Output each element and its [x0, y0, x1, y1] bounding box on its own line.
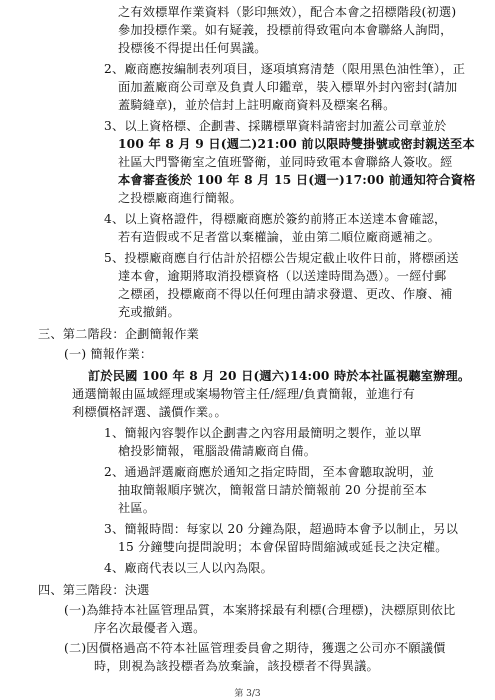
text-line: 充或撤銷。: [118, 305, 180, 319]
text-line: 槍投影簡報，電腦設備請廠商自備。: [118, 444, 317, 458]
text-line: 100 年 8 月 9 日(週二)21:00 前以限時雙掛號或密封親送至本: [118, 137, 475, 151]
text-line: 參加投標作業。如有疑義，投標前得致電向本會聯絡人詢問，: [118, 23, 453, 37]
text-line: 5、投標廠商應自行估計於招標公告規定截止收件日前，將標函送: [104, 251, 459, 265]
text-line: 序名次最優者入選。: [94, 621, 206, 635]
text-line: 訂於民國 100 年 8 月 20 日(週六)14:00 時於本社區視聽室辦理。: [88, 369, 471, 383]
text-line: 之投標廠商進行簡報。: [118, 191, 242, 205]
text-line: (一)為維持本社區管理品質，本案將採最有利標(合理標)，決標原則依比: [64, 603, 456, 617]
text-line: 通選簡報由區域經理或案場物管主任/經理/負責簡報，並進行有: [72, 387, 416, 401]
text-line: 面加蓋廠商公司章及負責人印鑑章，裝入標單外封內密封(請加: [118, 80, 458, 94]
text-line: 4、廠商代表以三人以內為限。: [104, 561, 273, 575]
text-line: 之標函，投標廠商不得以任何理由請求發還、更改、作廢、補: [118, 287, 453, 301]
text-line: 2、廠商應按編制表列項目，逐項填寫清楚（限用黑色油性筆），正: [104, 62, 466, 76]
section-heading: 三、第二階段：企劃簡報作業: [38, 327, 200, 341]
text-line: 3、簡報時間：每家以 20 分鐘為限，超過時本會予以制止，另以: [104, 522, 459, 536]
text-line: 社區。: [118, 501, 156, 515]
text-line: 抽取簡報順序號次，簡報當日請於簡報前 20 分提前至本: [118, 483, 427, 497]
text-line: 2、通過評選廠商應於通知之指定時間，至本會聽取說明，並: [104, 465, 435, 479]
text-line: 本會審查後於 100 年 8 月 15 日(週一)17:00 前通知符合資格: [118, 173, 476, 187]
text-line: 若有造假或不足者當以棄權論，並由第二順位廠商遞補之。: [118, 230, 441, 244]
text-line: 投標後不得提出任何異議。: [118, 41, 267, 55]
section-heading: 四、第三階段：決選: [38, 583, 150, 597]
text-line: 15 分鐘雙向提問說明；本會保留時間縮減或延長之決定權。: [118, 540, 448, 554]
page-number: 第 3/3: [234, 689, 261, 699]
text-line: 利標價格評選、議價作業。。: [72, 405, 227, 419]
text-line: 蓋騎縫章)，並於信封上註明廠商資料及標案名稱。: [118, 98, 396, 112]
subsection-heading: (一) 簡報作業：: [64, 347, 153, 361]
text-line: 3、以上資格標、企劃書、採購標單資料請密封加蓋公司章並於: [104, 119, 447, 133]
text-line: 達本會，逾期將取消投標資格（以送達時間為憑）。一經付郵: [118, 269, 447, 283]
text-line: 1、簡報內容製作以企劃書之內容用最簡明之製作，並以單: [104, 426, 422, 440]
text-line: 時，則視為該投標者為放棄論，該投標者不得異議。: [94, 659, 379, 673]
text-line: 4、以上資格證件，得標廠商應於簽約前將正本送達本會確認，: [104, 212, 447, 226]
text-line: 之有效標單作業資料（影印無效），配合本會之招標階段(初選): [118, 5, 457, 19]
text-line: 社區大門警衛室之值班警衛，並同時致電本會聯絡人簽收。經: [118, 155, 453, 169]
text-line: (二)因價格過高不符本社區管理委員會之期待，獲選之公司亦不願議價: [64, 641, 446, 655]
